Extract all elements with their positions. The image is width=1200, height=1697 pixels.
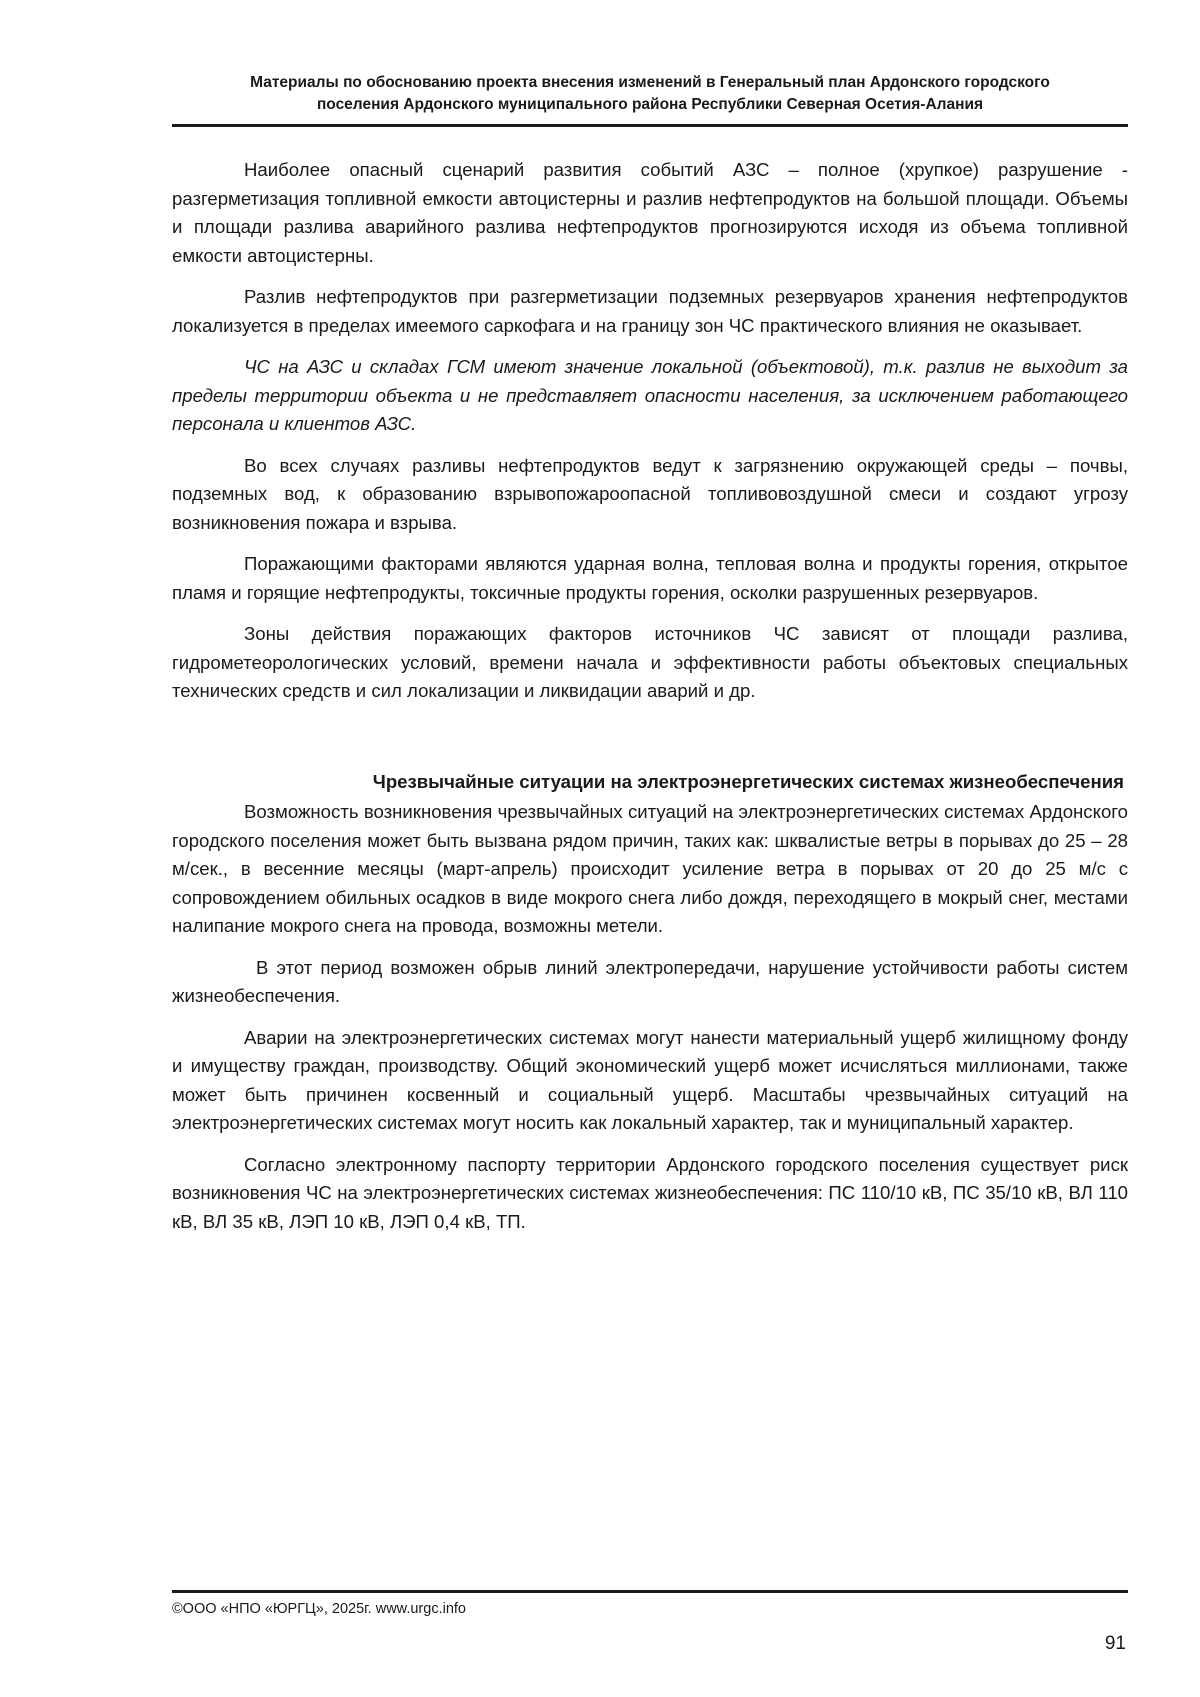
paragraph-impact-zones: Зоны действия поражающих факторов источников ЧС зависят от площади разлива, гидрометеорологических условий, времени начала и эффективности работы объектовых специальных технических средств и сил локализации и ликвидации аварий и др. [172, 623, 1128, 701]
document-page [172, 0, 1128, 1697]
header-line-2: поселения Ардонского муниципального района Республики Северная Осетия-Алания [316, 96, 984, 113]
paragraph-underground-tanks: Разлив нефтепродуктов при разгерметизации подземных резервуаров хранения нефтепродуктов локализуется в пределах имеемого саркофага и на границу зон ЧС практического влияния не оказывает. [172, 286, 1128, 336]
section-heading: Чрезвычайные ситуации на электроэнергетических системах жизнеобеспечения [372, 770, 1124, 792]
paragraph-possible-causes: Возможность возникновения чрезвычайных ситуаций на электроэнергетических системах Ардонского городского поселения может быть вызвана рядом причин, таких как: шквалистые ветры в порывах до 25 – 28 м/сек., в весенние месяцы (март-апрель) происходит усиление ветра в порывах от 20 до 25 м/с с сопровождением обильных осадков в виде мокрого снега либо дождя, переходящего в мокрый снег, местами налипание мокрого снега на провода, возможны метели. [172, 801, 1128, 936]
paragraph-pollution: Во всех случаях разливы нефтепродуктов ведут к загрязнению окружающей среды – почвы, подземных вод, к образованию взрывопожароопасной топливовоздушной смеси и создают угрозу возникновения пожара и взрыва. [172, 454, 1128, 533]
page-number: 91 [1104, 1633, 1126, 1654]
header-line-1: Материалы по обоснованию проекта внесения изменений в Генеральный план Ардонского городского [250, 74, 1050, 91]
paragraph-damaging-factors: Поражающими факторами являются ударная волна, тепловая волна и продукты горения, открытое пламя и горящие нефтепродукты, токсичные продукты горения, осколки разрушенных резервуаров. [172, 553, 1128, 603]
paragraph-electronic-passport: Согласно электронному паспорту территории Ардонского городского поселения существует риск возникновения ЧС на электроэнергетических системах жизнеобеспечения: ПС 110/10 кВ, ПС 35/10 кВ, ВЛ 110 кВ, ВЛ 35 кВ, ЛЭП 10 кВ, ЛЭП 0,4 кВ, ТП. [172, 1153, 1128, 1232]
footer-divider [172, 1590, 1128, 1593]
footer-copyright: ©ООО «НПО «ЮРГЦ», 2025г. www.urgc.info [172, 1601, 466, 1617]
paragraph-local-significance: ЧС на АЗС и складах ГСМ имеют значение локальной (объектовой), т.к. разлив не выходит за пределы территории объекта и не представляет опасности населения, за исключением работающего персонала и клиентов АЗС. [172, 356, 1128, 434]
paragraph-material-damage: Аварии на электроэнергетических системах могут нанести материальный ущерб жилищному фонду и имуществу граждан, производству. Общий экономический ущерб может исчисляться миллионами, также может быть причинен косвенный и социальный ущерб. Масштабы чрезвычайных ситуаций на электроэнергетических системах могут носить как локальный характер, так и муниципальный характер. [172, 1026, 1128, 1133]
page-content [172, 156, 1128, 1249]
header-divider [172, 124, 1128, 127]
page-header [172, 72, 1128, 116]
paragraph-power-line-breaks: В этот период возможен обрыв линий электропередачи, нарушение устойчивости работы систем жизнеобеспечения. [172, 956, 1128, 1006]
paragraph-worst-scenario: Наиболее опасный сценарий развития событий АЗС – полное (хрупкое) разрушение - разгерметизация топливной емкости автоцистерны и разлив нефтепродуктов на большой площади. Объемы и площади разлива аварийного разлива нефтепродуктов прогнозируются исходя из объема топливной емкости автоцистерны. [172, 159, 1128, 266]
